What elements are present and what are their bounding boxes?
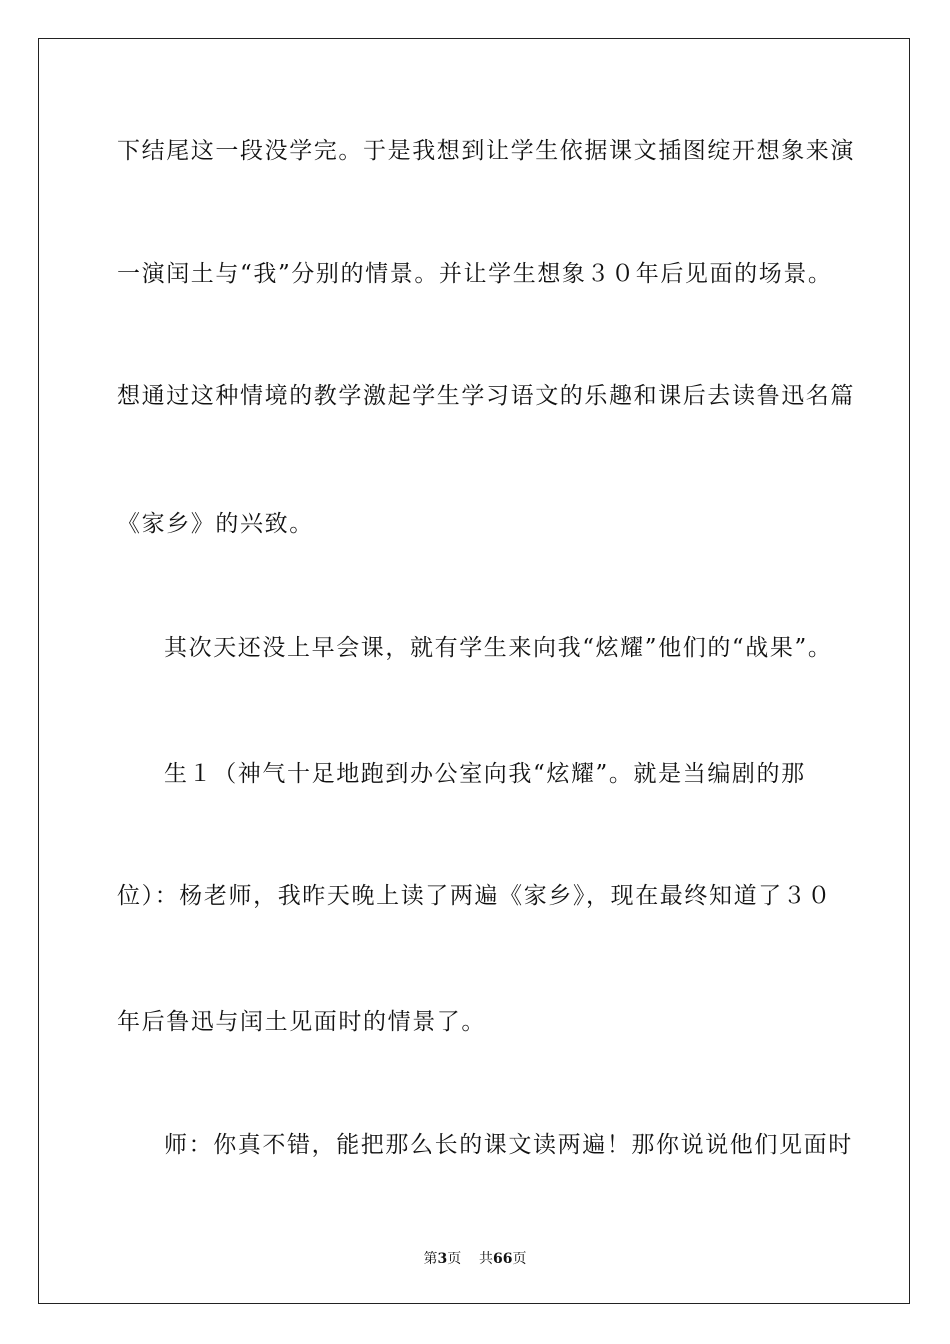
page-footer <box>0 1248 950 1268</box>
paragraph-start-line: 生１（神气十足地跑到办公室向我“炫耀”。就是当编剧的那 <box>164 761 806 787</box>
paragraph-start-line: 其次天还没上早会课，就有学生来向我“炫耀”他们的“战果”。 <box>164 635 833 661</box>
page-label-prefix: 第 <box>423 1251 438 1267</box>
page-border <box>38 38 910 1304</box>
text-line: 位）：杨老师，我昨天晚上读了两遍《家乡》，现在最终知道了３０ <box>117 883 832 909</box>
paragraph-start-line: 师：你真不错，能把那么长的课文读两遍！那你说说他们见面时 <box>164 1132 853 1158</box>
text-line: 下结尾这一段没学完。于是我想到让学生依据课文插图绽开想象来演 <box>117 138 855 164</box>
total-label-prefix: 共 <box>479 1251 494 1267</box>
text-line: 年后鲁迅与闰土见面时的情景了。 <box>117 1009 486 1035</box>
text-line: 想通过这种情境的教学激起学生学习语文的乐趣和课后去读鲁迅名篇 <box>117 383 855 409</box>
page-label-suffix: 页 <box>447 1251 462 1267</box>
text-line: 一演闰土与“我”分别的情景。并让学生想象３０年后见面的场景。 <box>117 261 833 287</box>
total-label-suffix: 页 <box>512 1251 527 1267</box>
page-number: 3 <box>437 1251 448 1267</box>
total-pages: 66 <box>493 1251 513 1267</box>
text-line: 《家乡》的兴致。 <box>117 511 314 537</box>
